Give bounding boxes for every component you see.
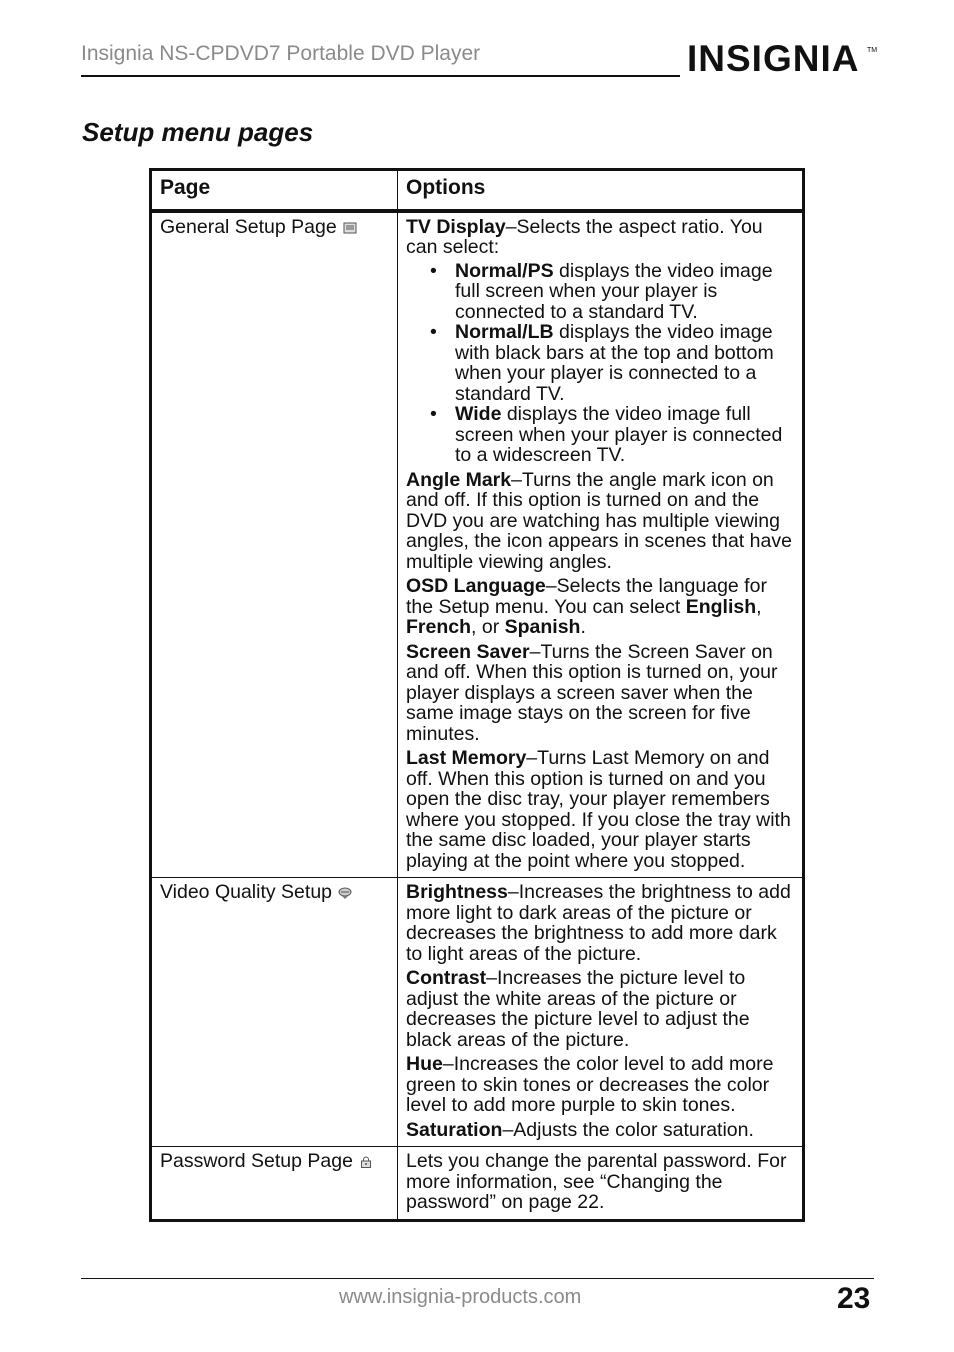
option-text: –Adjusts the color saturation. bbox=[502, 1118, 754, 1141]
insignia-logo: INSIGNIA bbox=[687, 38, 860, 79]
table-body bbox=[151, 211, 804, 1221]
option-paragraph bbox=[406, 217, 794, 466]
footer-rule bbox=[81, 1278, 874, 1279]
option-paragraph bbox=[406, 1054, 794, 1116]
option-term: TV Display bbox=[406, 215, 506, 238]
option-text: –Selects the language for the Setup menu. You can select bbox=[406, 575, 767, 618]
option-term: English bbox=[685, 595, 757, 618]
list-item bbox=[406, 261, 794, 323]
option-text: –Increases the brightness to add more light to dark areas of the picture or decreases the brightness to add more dark to light areas of the picture. bbox=[406, 881, 791, 965]
option-bullet-list bbox=[406, 261, 794, 466]
option-term: OSD Language bbox=[406, 575, 546, 597]
option-paragraph bbox=[406, 1120, 794, 1141]
page-number: 23 bbox=[837, 1282, 871, 1315]
option-paragraph bbox=[406, 642, 794, 745]
header-title: Insignia NS-CPDVD7 Portable DVD Player bbox=[81, 42, 481, 65]
option-text: displays the video image with black bars at the top and bottom when your player is connected to a standard TV. bbox=[455, 321, 774, 405]
option-text: –Turns the Screen Saver on and off. When this option is turned on, your player displays a screen saver when the same image stays on the screen for five minutes. bbox=[406, 640, 778, 745]
option-term: Screen Saver bbox=[406, 640, 530, 663]
option-paragraph bbox=[406, 968, 794, 1050]
option-term: Spanish bbox=[504, 616, 581, 638]
options-cell bbox=[398, 1147, 804, 1221]
option-text: –Turns the angle mark icon on and off. If this option is turned on and the DVD you are watching has multiple viewing angles, the icon appears in scenes that have multiple viewing angles. bbox=[406, 468, 792, 573]
option-text: , bbox=[756, 595, 762, 618]
options-cell bbox=[398, 878, 804, 1147]
option-term: Wide bbox=[455, 403, 502, 425]
footer-url: www.insignia-products.com bbox=[339, 1286, 582, 1308]
section-title: Setup menu pages bbox=[82, 117, 314, 147]
setup-menu-table bbox=[149, 168, 805, 1222]
option-term: Last Memory bbox=[406, 747, 527, 769]
option-text: Lets you change the parental password. For more information, see “Changing the password” on page 22. bbox=[406, 1150, 787, 1213]
option-term: Normal/PS bbox=[455, 259, 554, 282]
option-paragraph bbox=[406, 576, 794, 638]
option-term: Hue bbox=[406, 1053, 443, 1075]
column-header-options: Options bbox=[398, 170, 804, 211]
option-text: –Increases the color level to add more green to skin tones or decreases the color level to add more purple to skin tones. bbox=[406, 1053, 774, 1116]
column-header-page: Page bbox=[151, 170, 398, 211]
option-term: Angle Mark bbox=[406, 468, 512, 491]
option-paragraph bbox=[406, 1151, 794, 1213]
password-lock-icon bbox=[359, 1152, 373, 1164]
header-rule bbox=[81, 75, 680, 77]
page-name: General Setup Page bbox=[160, 215, 337, 238]
option-term: Contrast bbox=[406, 967, 487, 989]
video-quality-icon bbox=[338, 883, 352, 895]
table-row bbox=[151, 211, 804, 878]
option-text: , or bbox=[471, 616, 505, 638]
page-cell bbox=[151, 878, 398, 1147]
option-text: displays the video image full screen when your player is connected to a standard TV. bbox=[455, 259, 773, 323]
option-term: French bbox=[406, 616, 472, 638]
page-cell bbox=[151, 211, 398, 878]
page-cell bbox=[151, 1147, 398, 1221]
option-paragraph bbox=[406, 882, 794, 964]
option-paragraph bbox=[406, 470, 794, 573]
option-text: –Increases the picture level to adjust the white areas of the picture or decreases the picture level to adjust the black areas of the picture. bbox=[406, 967, 750, 1051]
trademark-mark: TM bbox=[867, 47, 878, 54]
general-setup-icon bbox=[343, 218, 357, 230]
table-row bbox=[151, 878, 804, 1147]
option-term: Saturation bbox=[406, 1118, 503, 1141]
list-item bbox=[406, 404, 794, 466]
option-text: –Turns Last Memory on and off. When this option is turned on and you open the disc tray, your player remembers where you stopped. If you close the tray with the same disc loaded, your player starts playing at the point where you stopped. bbox=[406, 747, 791, 872]
option-term: Normal/LB bbox=[455, 321, 554, 343]
option-paragraph bbox=[406, 748, 794, 871]
table-row bbox=[151, 1147, 804, 1221]
option-text: displays the video image full screen when your player is connected to a widescreen TV. bbox=[455, 403, 783, 466]
option-text: . bbox=[580, 616, 586, 638]
options-cell bbox=[398, 211, 804, 878]
option-term: Brightness bbox=[406, 881, 508, 903]
option-text: –Selects the aspect ratio. You can select: bbox=[406, 215, 763, 258]
table-header-row bbox=[151, 170, 804, 211]
page-name: Password Setup Page bbox=[160, 1150, 353, 1172]
list-item bbox=[406, 322, 794, 404]
page-name: Video Quality Setup bbox=[160, 881, 333, 903]
